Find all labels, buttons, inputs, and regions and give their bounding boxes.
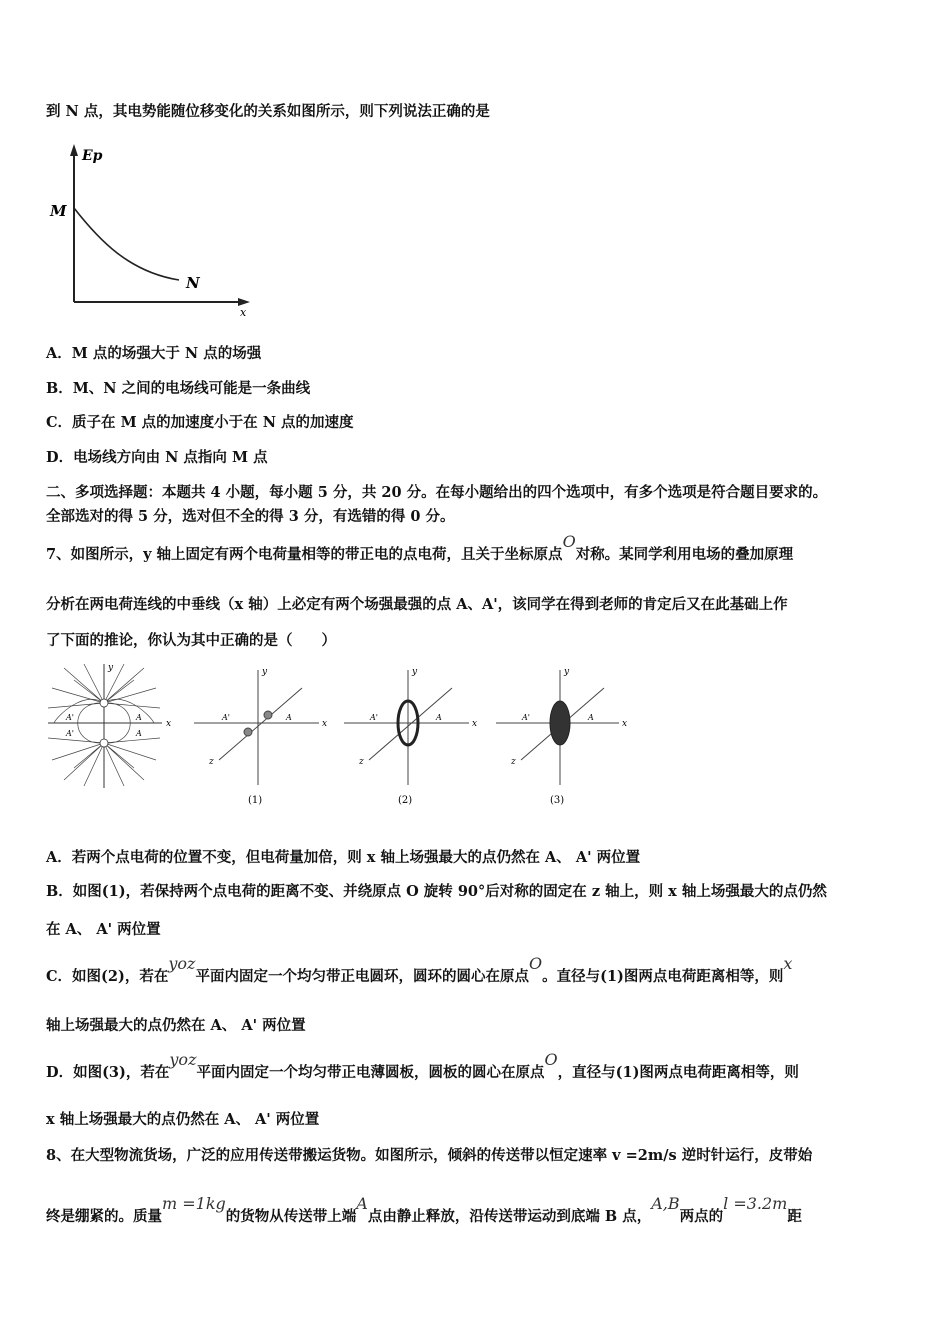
fig3-z: z	[511, 757, 516, 767]
fig2-caption: (2)	[398, 795, 413, 806]
q8-2d: 两点的	[679, 1208, 724, 1225]
fig2-x: x	[472, 719, 478, 729]
q7-option-d-line1	[46, 1050, 799, 1083]
q7-line2: 分析在两电荷连线的中垂线（x 轴）上必定有两个场强最强的点 A、A'，该同学在得到老师的肯定后又在此基础上作	[46, 596, 788, 613]
fig1-a: A	[286, 713, 292, 722]
fig2-z: z	[359, 757, 364, 767]
q6-option-c: C．质子在 M 点的加速度小于在 N 点的加速度	[46, 414, 354, 431]
q7-origin-symbol: O	[562, 532, 576, 551]
fig0-a-prime-top: A'	[66, 713, 74, 722]
q7-line1b: 对称。某同学利用电场的叠加原理	[575, 546, 794, 563]
q8-sym-ab: A,B	[651, 1194, 680, 1213]
graph-x-label: x	[240, 306, 247, 319]
q7-option-b-line1: B．如图(1)，若保持两个点电荷的距离不变、并绕原点 O 旋转 90°后对称的固定在 z 轴上，则 x 轴上场强最大的点仍然	[46, 883, 827, 900]
q7-option-d-line2: x 轴上场强最大的点仍然在 A、 A' 两位置	[46, 1111, 320, 1128]
q7-option-b-line2: 在 A、 A' 两位置	[46, 921, 161, 938]
q7-c-x: x	[783, 954, 793, 973]
fig3-x: x	[622, 719, 628, 729]
fig1-y: y	[262, 667, 268, 677]
fig3-y: y	[564, 667, 570, 677]
fig2-y: y	[412, 667, 418, 677]
q6-option-d: D．电场线方向由 N 点指向 M 点	[46, 449, 268, 466]
q7-c-1b: 平面内固定一个均匀带正电圆环，圆环的圆心在原点	[195, 968, 529, 985]
q7-c-origin: O	[528, 954, 543, 973]
q7-c-1a: C．如图(2)，若在	[46, 968, 169, 985]
q8-sym-a: A	[356, 1194, 368, 1213]
q8-line2	[46, 1194, 802, 1227]
q6-ep-graph	[44, 140, 254, 320]
q6-option-b: B．M、N 之间的电场线可能是一条曲线	[46, 380, 311, 397]
fig3-caption: (3)	[550, 795, 565, 806]
fig0-a-bottom: A	[136, 729, 142, 738]
q7-d-1c: ，直径与(1)图两点电荷距离相等，则	[557, 1064, 799, 1081]
section2-line2: 全部选对的得 5 分，选对但不全的得 3 分，有选错的得 0 分。	[46, 508, 455, 525]
figure-2	[344, 670, 469, 785]
fig0-y: y	[108, 663, 114, 673]
q7-c-plane: yoz	[168, 954, 196, 973]
q7-line1a: 7、如图所示，y 轴上固定有两个电荷量相等的带正电的点电荷，且关于坐标原点	[46, 546, 563, 563]
q8-line1: 8、在大型物流货场，广泛的应用传送带搬运货物。如图所示，倾斜的传送带以恒定速率 v =2m/s 逆时针运行，皮带始	[46, 1147, 813, 1164]
graph-m-label: M	[50, 202, 67, 220]
fig1-x: x	[322, 719, 328, 729]
fig0-a-prime-bottom: A'	[66, 729, 74, 738]
fig2-a-prime: A'	[370, 713, 378, 722]
figure-1	[194, 670, 319, 785]
q8-2b: 的货物从传送带上端	[225, 1208, 357, 1225]
q7-line3: 了下面的推论，你认为其中正确的是（ ）	[46, 632, 336, 649]
q7-d-origin: O	[544, 1050, 558, 1069]
q7-d-plane: yoz	[169, 1050, 197, 1069]
q7-option-c-line1	[46, 954, 793, 987]
fig2-a: A	[436, 713, 442, 722]
graph-y-label: Ep	[82, 148, 103, 164]
fig1-z: z	[209, 757, 214, 767]
q6-option-a: A．M 点的场强大于 N 点的场强	[46, 345, 262, 362]
figure-3	[496, 670, 619, 785]
q8-2a: 终是绷紧的。质量	[46, 1208, 162, 1225]
fig3-a-prime: A'	[522, 713, 530, 722]
q8-mass: m =1kg	[162, 1194, 226, 1213]
fig0-x: x	[166, 719, 172, 729]
q8-2c: 点由静止释放，沿传送带运动到底端 B 点，	[367, 1208, 652, 1225]
figure-field-lines	[48, 664, 162, 788]
q6-stem: 到 N 点，其电势能随位移变化的关系如图所示，则下列说法正确的是	[46, 103, 490, 120]
q7-line1	[46, 532, 794, 565]
fig1-caption: (1)	[248, 795, 263, 806]
q7-c-1c: 。直径与(1)图两点电荷距离相等，则	[542, 968, 784, 985]
q7-figures	[44, 660, 644, 810]
q8-length: l =3.2m	[723, 1194, 788, 1213]
fig3-a: A	[588, 713, 594, 722]
q7-d-1b: 平面内固定一个均匀带正电薄圆板，圆板的圆心在原点	[196, 1064, 545, 1081]
fig1-a-prime: A'	[222, 713, 230, 722]
q7-option-c-line2: 轴上场强最大的点仍然在 A、 A' 两位置	[46, 1017, 306, 1034]
q8-2e: 距	[787, 1208, 802, 1225]
q7-option-a: A．若两个点电荷的位置不变，但电荷量加倍，则 x 轴上场强最大的点仍然在 A、 A' 两位置	[46, 849, 641, 866]
graph-n-label: N	[186, 274, 200, 292]
fig0-a-top: A	[136, 713, 142, 722]
q7-d-1a: D．如图(3)，若在	[46, 1064, 170, 1081]
section2-line1: 二、多项选择题：本题共 4 小题，每小题 5 分，共 20 分。在每小题给出的四个选项中，有多个选项是符合题目要求的。	[46, 484, 828, 501]
